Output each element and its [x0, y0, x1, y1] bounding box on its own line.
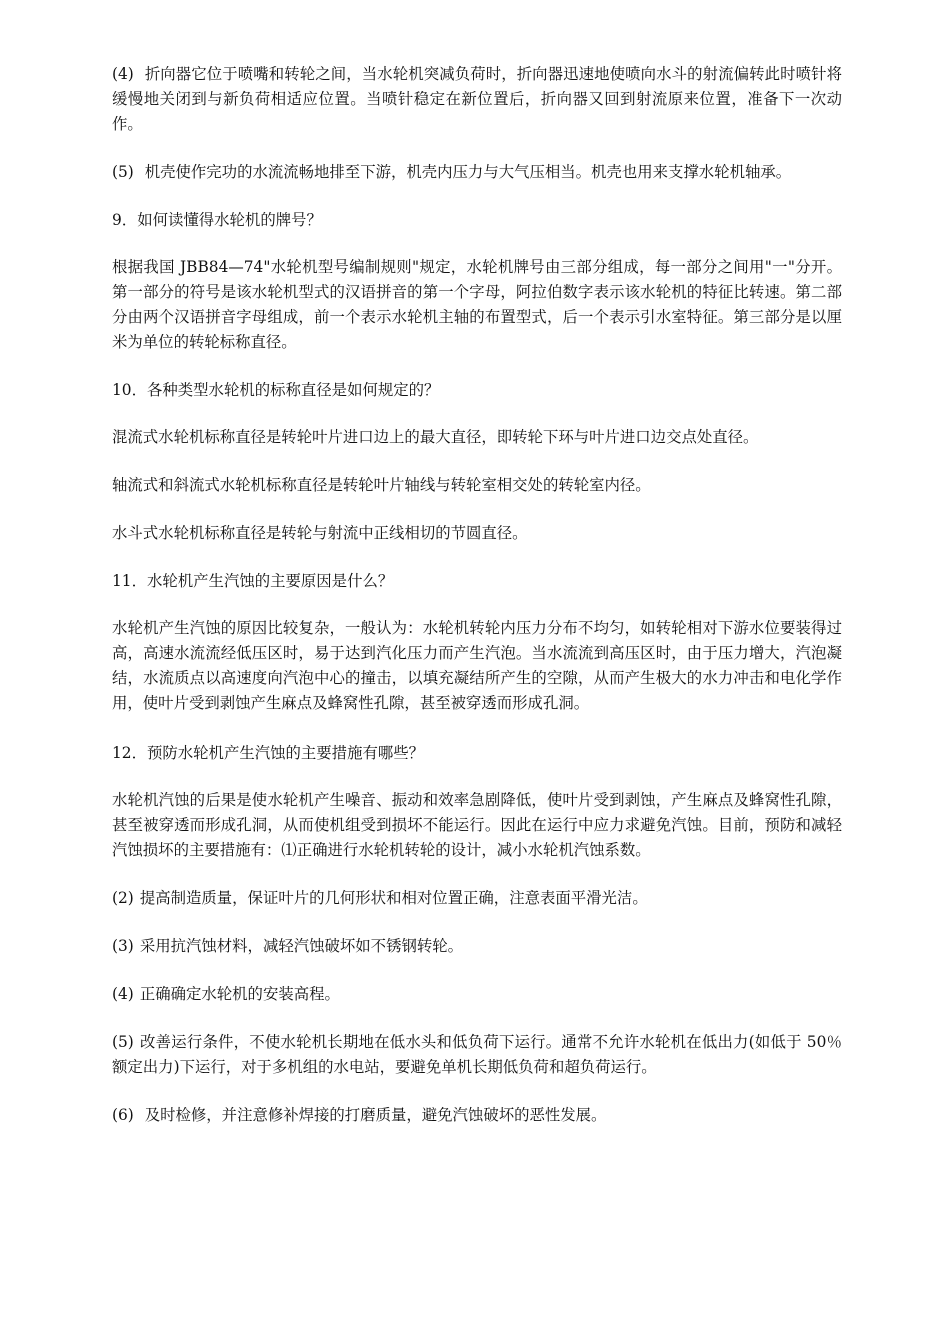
answer-paragraph-10a [112, 425, 842, 450]
paragraph-text: 水斗式水轮机标称直径是转轮与射流中正线相切的节圆直径。 [112, 524, 528, 542]
question-heading-12 [112, 741, 842, 766]
question-text: 如何读懂得水轮机的牌号？ [137, 211, 322, 229]
question-number: 9． [112, 211, 138, 229]
measure-item-3 [112, 934, 842, 959]
measure-item-5 [112, 1030, 842, 1080]
paragraph-text: 水轮机汽蚀的后果是使水轮机产生噪音、振动和效率急剧降低，使叶片受到剥蚀，产生麻点及蜂窝性孔隙，甚至被穿透而形成孔洞，从而使机组受到损坏不能运行。因此在运行中应力求避免汽蚀。目前，预防和减轻汽蚀损坏的主要措施有：⑴正确进行水轮机转轮的设计，减小水轮机汽蚀系数。 [112, 791, 842, 859]
paragraph-text: 轴流式和斜流式水轮机标称直径是转轮叶片轴线与转轮室相交处的转轮室内径。 [112, 476, 651, 494]
question-text: 预防水轮机产生汽蚀的主要措施有哪些？ [146, 744, 425, 762]
question-heading-9 [112, 208, 842, 233]
question-number: 10． [112, 381, 147, 399]
item-number: (3) [112, 937, 134, 955]
question-text: 水轮机产生汽蚀的主要原因是什么？ [146, 572, 394, 590]
item-number: (4) [112, 985, 134, 1003]
document-page [112, 62, 842, 1151]
question-number: 11． [112, 572, 147, 590]
paragraph-text: 提高制造质量，保证叶片的几何形状和相对位置正确，注意表面平滑光洁。 [139, 889, 648, 907]
answer-paragraph-10b [112, 473, 842, 498]
paragraph-text: 根据我国 JBB84—74"水轮机型号编制规则"规定，水轮机牌号由三部分组成，每一部分之间用"一"分开。第一部分的符号是该水轮机型式的汉语拼音的第一个字母，阿拉伯数字表示该水轮机的特征比转速。第二部分由两个汉语拼音字母组成，前一个表示水轮机主轴的布置型式，后一个表示引水室特征。第三部分是以厘米为单位的转轮标称直径。 [112, 258, 842, 351]
answer-paragraph-11 [112, 616, 842, 716]
question-number: 12． [112, 744, 147, 762]
question-text: 各种类型水轮机的标称直径是如何规定的？ [146, 381, 440, 399]
question-heading-10 [112, 378, 842, 403]
answer-paragraph-12 [112, 788, 842, 863]
paragraph-text: 采用抗汽蚀材料，减轻汽蚀破坏如不锈钢转轮。 [139, 937, 464, 955]
question-heading-11 [112, 569, 842, 594]
answer-paragraph-9 [112, 255, 842, 355]
answer-paragraph-10c [112, 521, 842, 546]
paragraph-text: 改善运行条件，不使水轮机长期地在低水头和低负荷下运行。通常不允许水轮机在低出力(如低于 50％额定出力)下运行，对于多机组的水电站，要避免单机长期低负荷和超负荷运行。 [112, 1033, 842, 1076]
item-number: (4) [112, 65, 134, 83]
paragraph-text: 折向器它位于喷嘴和转轮之间，当水轮机突减负荷时，折向器迅速地使喷向水斗的射流偏转此时喷针将缓慢地关闭到与新负荷相适应位置。当喷针稳定在新位置后，折向器又回到射流原来位置，准备下一次动作。 [112, 65, 842, 133]
paragraph-text: 混流式水轮机标称直径是转轮叶片进口边上的最大直径，即转轮下环与叶片进口边交点处直径。 [112, 428, 759, 446]
paragraph-text: 机壳使作完功的水流流畅地排至下游，机壳内压力与大气压相当。机壳也用来支撑水轮机轴承。 [144, 163, 792, 181]
paragraph-text: 及时检修，并注意修补焊接的打磨质量，避免汽蚀破坏的恶性发展。 [144, 1106, 607, 1124]
item-number: (5) [112, 1033, 134, 1051]
measure-item-2 [112, 886, 842, 911]
measure-item-6 [112, 1103, 842, 1128]
item-number: (2) [112, 889, 134, 907]
item-number: (6) [112, 1106, 134, 1124]
paragraph-text: 正确确定水轮机的安装高程。 [139, 985, 340, 1003]
measure-item-4 [112, 982, 842, 1007]
paragraph-item-4 [112, 62, 842, 137]
paragraph-item-5 [112, 160, 842, 185]
paragraph-text: 水轮机产生汽蚀的原因比较复杂，一般认为：水轮机转轮内压力分布不均匀，如转轮相对下游水位要装得过高，高速水流流经低压区时，易于达到汽化压力而产生汽泡。当水流流到高压区时，由于压力增大，汽泡凝结，水流质点以高速度向汽泡中心的撞击，以填充凝结所产生的空隙，从而产生极大的水力冲击和电化学作用，使叶片受到剥蚀产生麻点及蜂窝性孔隙，甚至被穿透而形成孔洞。 [112, 619, 842, 712]
item-number: (5) [112, 163, 134, 181]
